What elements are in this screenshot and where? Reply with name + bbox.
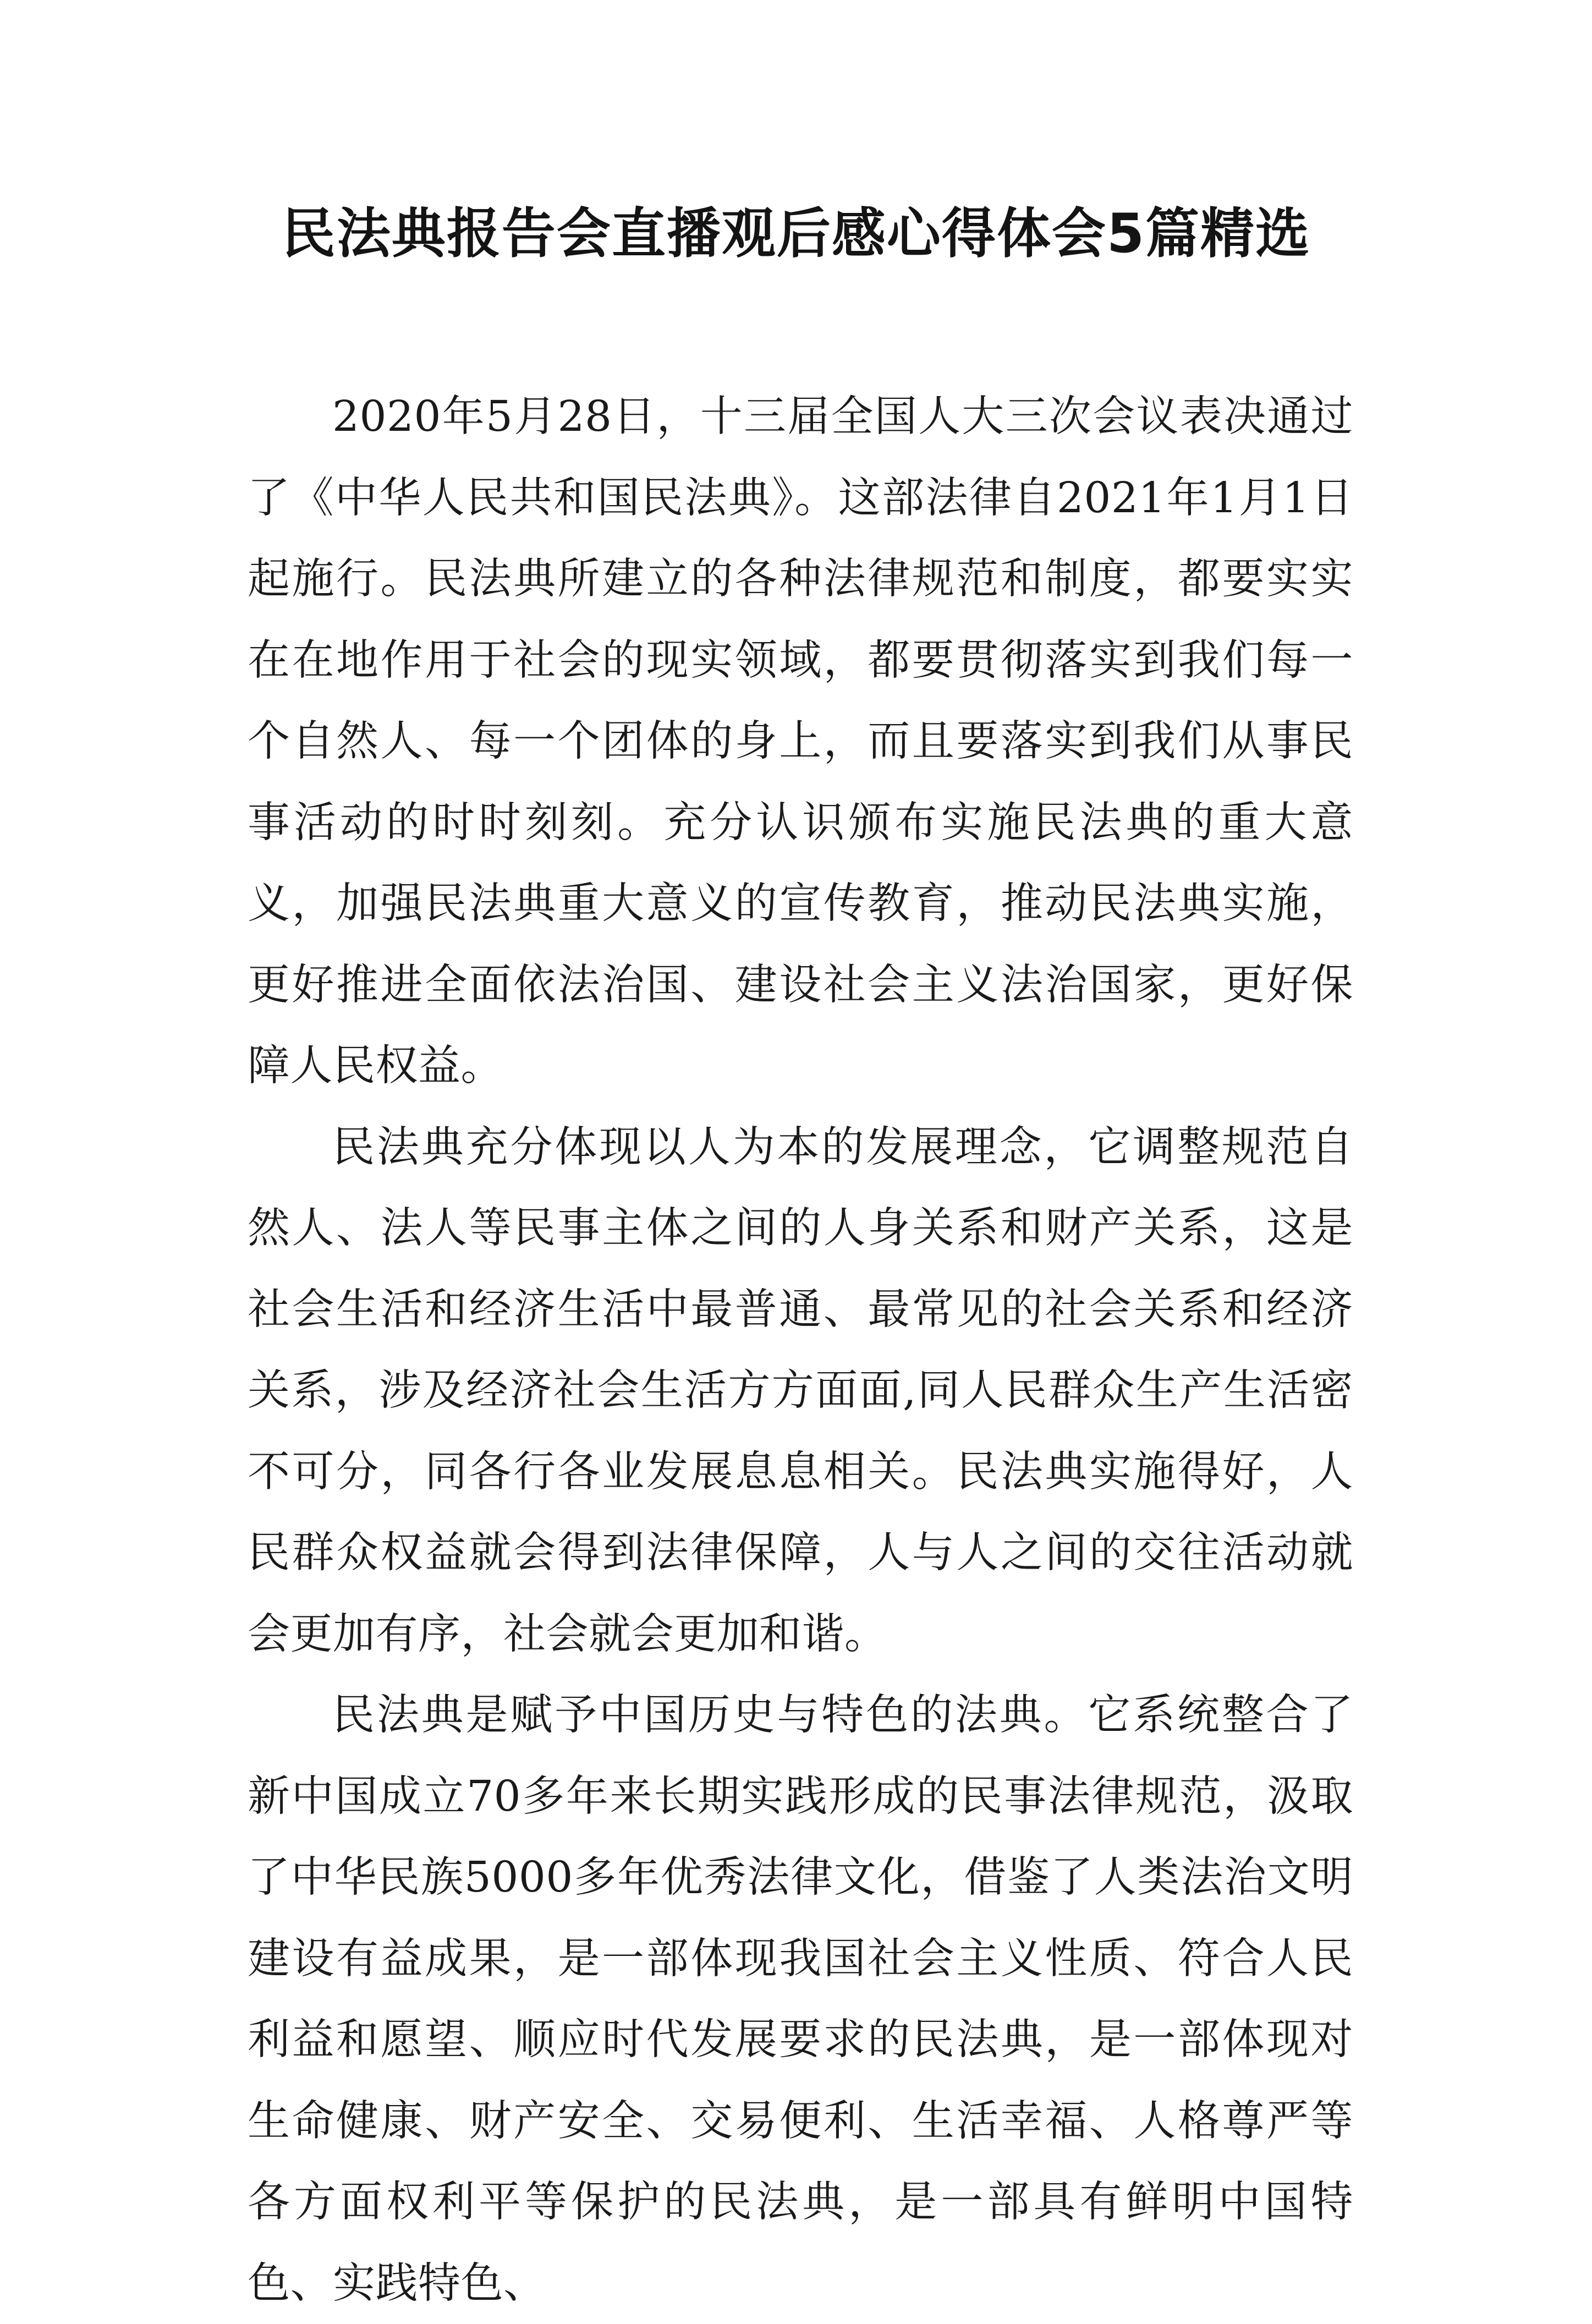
paragraph: 民法典是赋予中国历史与特色的法典。它系统整合了新中国成立70多年来长期实践形成的民事法律规范，汲取了中华民族5000多年优秀法律文化，借鉴了人类法治文明建设有益成果，是一部体现我国社会主义性质、符合人民利益和愿望、顺应时代发展要求的民法典，是一部体现对生命健康、财产安全、交易便利、生活幸福、人格尊严等各方面权利平等保护的民法典，是一部具有鲜明中国特色、实践特色、 — [248, 1691, 1353, 2308]
document-body — [248, 376, 1353, 2324]
paragraph: 民法典充分体现以人为本的发展理念，它调整规范自然人、法人等民事主体之间的人身关系和财产关系，这是社会生活和经济生活中最普通、最常见的社会关系和经济关系，涉及经济社会生活方方面面,同人民群众生产生活密不可分，同各行各业发展息息相关。民法典实施得好，人民群众权益就会得到法律保障，人与人之间的交往活动就会更加有序，社会就会更加和谐。 — [248, 1122, 1353, 1659]
paragraph: 2020年5月28日，十三届全国人大三次会议表决通过了《中华人民共和国民法典》。这部法律自2021年1月1日起施行。民法典所建立的各种法律规范和制度，都要实实在在地作用于社会的现实领域，都要贯彻落实到我们每一个自然人、每一个团体的身上，而且要落实到我们从事民事活动的时时刻刻。充分认识颁布实施民法典的重大意义，加强民法典重大意义的宣传教育，推动民法典实施，更好推进全面依法治国、建设社会主义法治国家，更好保障人民权益。 — [248, 392, 1353, 1090]
document-title: 民法典报告会直播观后感心得体会5篇精选 — [281, 202, 1311, 265]
